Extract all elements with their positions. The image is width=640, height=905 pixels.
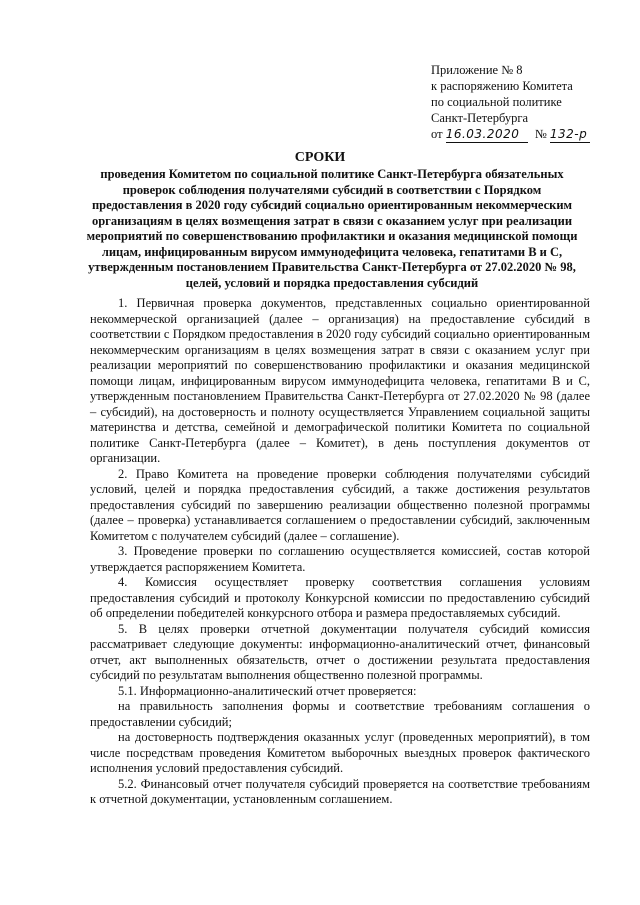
handwritten-date: 16.03.2020: [446, 126, 528, 143]
city-name: Санкт-Петербурга: [431, 111, 529, 125]
paragraph-1: 1. Первичная проверка документов, представленных социально ориентированной некоммерческой организацией (далее – организация) на предоставление субсидий в соответствии с Порядком предоставления в 2020 году субсидий социально ориентированным некоммерческим организациям в целях возмещения затрат в связи с оказанием услуг при реализации мероприятий по совершенствованию профилактики и оказания медицинской помощи лицам, инфицированным вирусом иммунодефицита человека, гепатитами В и С, утвержденным постановлением Правительства Санкт-Петербурга от 27.02.2020 № 98 (далее – субсидий), на достоверность и полноту осуществляется Управлением социальной защиты материнства и детства, семейной и демографической политики Комитета по социальной политике Санкт-Петербурга (далее – Комитет), в день поступления документов от организации.: [90, 296, 590, 465]
paragraph-2: 2. Право Комитета на проведение проверки соблюдения получателями субсидий условий, целей и порядка предоставления субсидий, а также достижения результатов предоставления субсидий по завершению реализации общественно полезной программы (далее – проверка) устанавливается соглашением о предоставлении субсидий, заключенным Комитетом с получателем субсидий (далее – соглашение).: [90, 466, 590, 543]
document-title: СРОКИ: [294, 150, 346, 165]
appendix-number: Приложение № 8: [431, 63, 523, 77]
paragraph-5-1: 5.1. Информационно-аналитический отчет проверяется:: [118, 683, 417, 698]
order-reference: к распоряжению Комитета: [431, 79, 573, 93]
number-prefix: №: [534, 127, 547, 141]
handwritten-number: 132-р: [550, 126, 590, 143]
committee-name: по социальной политике: [431, 95, 562, 109]
paragraph-4: 4. Комиссия осуществляет проверку соответствия соглашения условиям предоставления субсидий и протоколу Конкурсной комиссии по предоставлению субсидий об определении победителей конкурсного отбора и размера предоставляемых субсидий.: [90, 575, 590, 620]
paragraph-5: 5. В целях проверки отчетной документации получателя субсидий комиссия рассматривает следующие документы: информационно-аналитический отчет, финансовый отчет, акт выполненных обязательств, отчет о достижении результата предоставления субсидий по результатам выполнения общественно полезной программы.: [90, 621, 590, 682]
paragraph-3: 3. Проведение проверки по соглашению осуществляется комиссией, состав которой утверждается распоряжением Комитета.: [90, 544, 590, 574]
appendix-header: [431, 62, 631, 143]
date-number-line: [431, 126, 631, 143]
document-body: [90, 296, 590, 808]
date-prefix: от: [431, 127, 443, 141]
paragraph-5-2: 5.2. Финансовый отчет получателя субсидий проверяется на соответствие требованиям к отчетной документации, установленным соглашением.: [90, 776, 590, 806]
paragraph-5-1-a: на правильность заполнения формы и соответствие требованиям соглашения о предоставлении субсидий;: [90, 699, 590, 729]
document-subtitle: проведения Комитетом по социальной политике Санкт-Петербурга обязательных проверок соблюдения получателями субсидий в соответствии с Порядком предоставления в 2020 году субсидий социально ориентированным некоммерческим организациям в целях возмещения затрат в связи с оказанием услуг при реализации мероприятий по совершенствованию профилактики и оказания медицинской помощи лицам, инфицированным вирусом иммунодефицита человека, гепатитами В и С, утвержденным постановлением Правительства Санкт-Петербурга от 27.02.2020 № 98, целей, условий и порядка предоставления субсидий: [86, 167, 578, 290]
paragraph-5-1-b: на достоверность подтверждения оказанных услуг (проведенных мероприятий), в том числе посредствам проведения Комитетом выборочных выездных проверок фактического исполнения условий предоставления субсидий.: [90, 730, 590, 775]
